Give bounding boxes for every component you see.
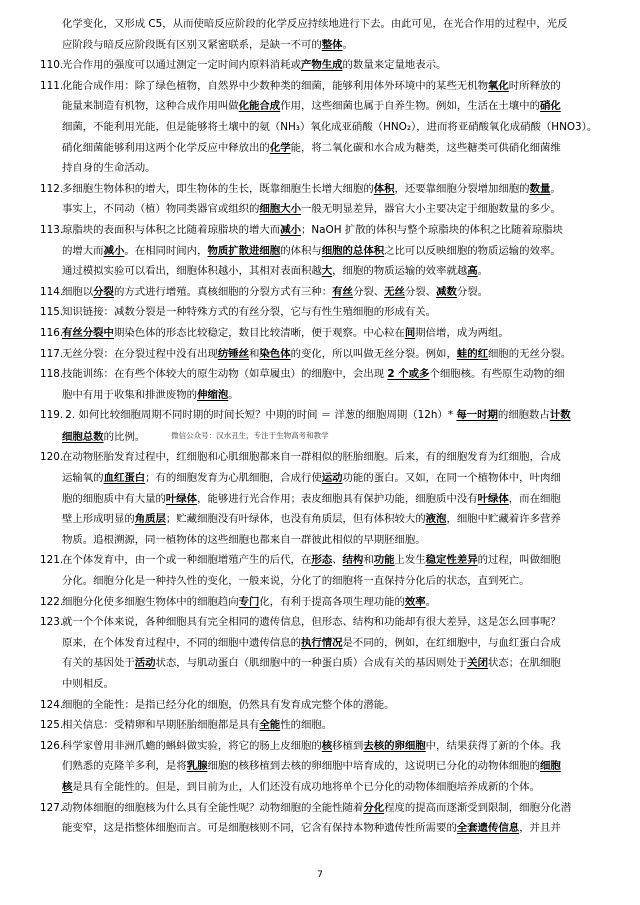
text-run: 时所释放的 bbox=[508, 79, 561, 92]
text-run: 无丝分裂：在分裂过程中没有出现 bbox=[62, 347, 218, 360]
text-run: 事实上，不同动（植）物同类器官或组织的 bbox=[62, 203, 260, 216]
text-line bbox=[40, 818, 612, 839]
note-item bbox=[40, 447, 612, 550]
text-line bbox=[40, 35, 612, 56]
key-term: 细胞总数 bbox=[62, 430, 104, 443]
text-run: 技能训练：在有些个体较大的原生动物（如草履虫）的细胞中，会出现 bbox=[62, 368, 388, 381]
text-line bbox=[40, 489, 612, 510]
text-run: 们熟悉的克隆羊多利，是将 bbox=[62, 760, 187, 773]
text-line bbox=[40, 674, 612, 695]
text-run: 胞中有用于收集和排泄废物的 bbox=[62, 388, 198, 401]
text-run: 能量来制造有机物，这种合成作用叫做 bbox=[62, 100, 239, 113]
text-run: 动物体细胞的细胞核为什么具有全能性呢？动物细胞的全能性随着 bbox=[62, 801, 364, 814]
text-run: 分化。细胞分化是一种持久性的变化，一般来说，分化了的细胞将一直保持分化后的状态，直到死亡。 bbox=[62, 575, 530, 588]
text-run: ，细胞中贮藏着许多营养 bbox=[446, 513, 561, 526]
text-run: 细菌，不能利用光能，但是能够将土壤中的氨（NH₃）氧化成亚硝酸（HNO₂），进而将亚硝酸氧化成硝酸（HNO3）。 bbox=[62, 120, 598, 133]
key-term: 减小 bbox=[280, 223, 301, 236]
text-run: 在动物胚胎发育过程中，红细胞和心肌细胞都来自一群相似的胚胎细胞。后来，有的细胞发育为红细胞，合成 bbox=[62, 451, 561, 464]
text-run: 移植到 bbox=[332, 739, 364, 752]
text-run: 科学家曾用非洲爪蟾的蝌蚪做实验，将它的肠上皮细胞的 bbox=[62, 739, 322, 752]
text-run: ，能够进行光合作用；表皮细胞具有保护功能，细胞质中没有 bbox=[197, 492, 478, 505]
text-run: 功能的蛋白。又如，在同一个植物体中，叶肉细 bbox=[342, 472, 561, 485]
key-term: 减小 bbox=[103, 244, 125, 257]
text-run: 分裂。 bbox=[456, 285, 489, 298]
key-term: 染色体 bbox=[259, 347, 291, 360]
key-term: 产物生成 bbox=[300, 59, 343, 72]
key-term: 结构 bbox=[342, 554, 364, 567]
note-item bbox=[40, 695, 612, 716]
text-run: 光合作用的强度可以通过测定一定时间内原料消耗或 bbox=[62, 59, 301, 72]
key-term: 有丝 bbox=[332, 285, 353, 298]
text-line bbox=[40, 385, 612, 406]
text-run: 化，有利于提高各项生理功能的 bbox=[259, 595, 405, 608]
text-run: 2. 如何比较细胞周期不同时期的时间长短？中期的时间 ＝ 洋葱的细胞周期（12h）* bbox=[62, 409, 457, 422]
text-line bbox=[40, 220, 612, 241]
text-line bbox=[40, 405, 612, 426]
text-run: 的细胞数占 bbox=[497, 409, 550, 422]
key-term: 无丝 bbox=[384, 285, 405, 298]
key-term: 核 bbox=[321, 739, 333, 752]
note-item bbox=[40, 798, 612, 839]
item-number: 111. bbox=[40, 79, 64, 92]
item-number: 119. bbox=[40, 409, 64, 422]
text-line bbox=[40, 282, 612, 303]
text-run: 通过模拟实验可以看出，细胞体积越小，其相对表面积越 bbox=[62, 265, 322, 278]
text-run: 作用，这些细菌也属于自养生物。例如，生活在土壤中的 bbox=[280, 100, 540, 113]
text-run: 物质。追根溯源，同一植物体的这些细胞也都来自一群彼此相似的早期胚细胞。 bbox=[62, 533, 426, 546]
note-item bbox=[40, 405, 612, 447]
key-term: 减数 bbox=[436, 285, 457, 298]
text-run: 。 bbox=[342, 38, 353, 51]
item-number: 123. bbox=[40, 616, 64, 629]
item-number: 113. bbox=[40, 223, 64, 236]
item-number: 112. bbox=[40, 182, 64, 195]
item-number: 125. bbox=[40, 719, 64, 732]
text-run: 能变窄，这是指整体细胞而言。可是细胞核则不同，它含有保持本物种遗传性所需要的 bbox=[62, 822, 457, 835]
text-run: 就一个个体来说，各种细胞具有完全相同的遗传信息，但形态、结构和功能却有很大差异，这是怎么回事呢？ bbox=[62, 616, 561, 629]
item-number: 114. bbox=[40, 285, 64, 298]
key-term: 去核的卵细胞 bbox=[363, 739, 426, 752]
key-term: 细胞的总体积 bbox=[321, 244, 385, 257]
text-run: 细胞的全能性：是指已经分化的细胞，仍然具有发育成完整个体的潜能。 bbox=[62, 698, 395, 711]
text-run: 上发生 bbox=[394, 554, 426, 567]
key-term: 形态 bbox=[311, 554, 333, 567]
text-line bbox=[40, 798, 612, 819]
notes-text-block bbox=[40, 14, 612, 839]
text-line bbox=[40, 571, 612, 592]
text-run: 的变化，所以叫做无丝分裂。例如， bbox=[290, 347, 457, 360]
item-number: 126. bbox=[40, 739, 64, 752]
text-run: 期染色体的形态比较稳定，数目比较清晰，便于观察。中心粒在 bbox=[113, 326, 405, 339]
text-run: 性的细胞。 bbox=[280, 719, 333, 732]
key-term: 物质扩散进细胞 bbox=[207, 244, 281, 257]
text-run: 一般无明显差异，器官大小主要决定于细胞数量的多少。 bbox=[300, 203, 561, 216]
text-run: 胞的细胞质中有大量的 bbox=[62, 492, 166, 505]
note-item bbox=[40, 364, 612, 405]
key-term: 高 bbox=[467, 265, 478, 278]
text-line bbox=[40, 14, 612, 35]
key-term: 角质层 bbox=[134, 513, 166, 526]
key-term: 体积 bbox=[373, 182, 395, 195]
text-run: ，细胞的物质运输的效率就越 bbox=[332, 265, 468, 278]
wechat-note: 微信公众号：汉水丑生，专注于生物高考和教学 bbox=[171, 430, 329, 440]
key-term: 每一时期 bbox=[456, 409, 498, 422]
page-number: 7 bbox=[317, 870, 323, 880]
key-term: 间 bbox=[404, 326, 416, 339]
text-line bbox=[40, 199, 612, 220]
key-term: 血红蛋白 bbox=[103, 472, 146, 485]
text-line bbox=[40, 261, 612, 282]
text-run: 运输氧的 bbox=[62, 472, 104, 485]
text-line bbox=[40, 715, 612, 736]
note-item bbox=[40, 302, 612, 323]
text-run: 和 bbox=[249, 347, 260, 360]
item-number: 110. bbox=[40, 59, 64, 72]
item-number: 127. bbox=[40, 801, 64, 814]
text-line bbox=[40, 612, 612, 633]
key-term: 执行情况 bbox=[300, 636, 343, 649]
text-run: 。 bbox=[477, 265, 489, 278]
text-line bbox=[40, 550, 612, 571]
text-run: 细胞的无丝分裂。 bbox=[488, 347, 572, 360]
key-term: 硝化 bbox=[539, 100, 561, 113]
note-item bbox=[40, 14, 612, 55]
key-term: 稳定性差异 bbox=[425, 554, 478, 567]
key-term: 2 个或多 bbox=[387, 368, 430, 381]
text-run: 状态，与肌动蛋白（肌细胞中的一种蛋白质）合成有关的基因则处于 bbox=[155, 657, 468, 670]
text-run: 。 bbox=[228, 388, 239, 401]
key-term: 蛙的红 bbox=[456, 347, 489, 360]
text-run: 程度的提高而逐渐受到限制，细胞分化潜 bbox=[384, 801, 572, 814]
text-run: 期倍增，成为两组。 bbox=[415, 326, 509, 339]
text-line bbox=[40, 158, 612, 179]
text-line bbox=[40, 323, 612, 344]
text-line bbox=[40, 364, 612, 385]
text-line bbox=[40, 777, 612, 798]
text-run: 化能合成作用：除了绿色植物，自然界中少数种类的细菌，能够利用体外环境中的某些无机物 bbox=[62, 79, 489, 92]
text-line bbox=[40, 530, 612, 551]
item-number: 122. bbox=[40, 595, 64, 608]
key-term: 液泡 bbox=[425, 513, 447, 526]
item-number: 115. bbox=[40, 306, 64, 319]
text-run: 和 bbox=[363, 554, 374, 567]
text-line bbox=[40, 138, 612, 159]
text-line bbox=[40, 76, 612, 97]
text-line bbox=[40, 96, 612, 117]
key-term: 效率 bbox=[404, 595, 426, 608]
key-term: 功能 bbox=[373, 554, 395, 567]
text-run: 。 bbox=[550, 182, 561, 195]
text-line bbox=[40, 592, 612, 613]
key-term: 有丝分裂中 bbox=[62, 326, 114, 339]
text-line bbox=[40, 695, 612, 716]
text-run: 分裂、 bbox=[352, 285, 385, 298]
text-line bbox=[40, 302, 612, 323]
text-run: 是不同的，例如，在红细胞中，与血红蛋白合成 bbox=[342, 636, 561, 649]
text-line bbox=[40, 736, 612, 757]
key-term: 氧化 bbox=[488, 79, 509, 92]
text-run: 的体积与 bbox=[280, 244, 322, 257]
text-run: 细胞的核移植到去核的卵细胞中培育成的，这说明已分化的动物体细胞的 bbox=[207, 760, 540, 773]
text-run: 多细胞生物体积的增大，即生物体的生长，既靠细胞生长增大细胞的 bbox=[62, 182, 374, 195]
key-term: 分化 bbox=[363, 801, 385, 814]
text-run: 细胞以 bbox=[62, 285, 94, 298]
text-line bbox=[40, 179, 612, 200]
note-item bbox=[40, 592, 612, 613]
text-run: ；NaOH 扩散的体积与整个琼脂块的体积之比随着琼脂块 bbox=[300, 223, 564, 236]
key-term: 数量 bbox=[529, 182, 551, 195]
text-run: 。 bbox=[425, 595, 437, 608]
text-run: 能，将二氧化碳和水合成为糖类，这些糖类可供硝化细菌维 bbox=[290, 141, 561, 154]
note-item bbox=[40, 715, 612, 736]
text-run: 的过程，叫做细胞 bbox=[477, 554, 561, 567]
text-run: 持自身的生命活动。 bbox=[62, 162, 156, 175]
text-line bbox=[40, 756, 612, 777]
text-line bbox=[40, 653, 612, 674]
text-run: 的数量来定量地表示。 bbox=[342, 59, 447, 72]
text-run: 壁上形成明显的 bbox=[62, 513, 135, 526]
text-run: 细胞分化使多细胞生物体中的细胞趋向 bbox=[62, 595, 239, 608]
text-run: ，而在细胞 bbox=[508, 492, 561, 505]
text-run: 状态；在肌细胞 bbox=[488, 657, 561, 670]
key-term: 计数 bbox=[549, 409, 571, 422]
key-term: 核 bbox=[62, 780, 73, 793]
key-term: 活动 bbox=[134, 657, 156, 670]
key-term: 全能 bbox=[259, 719, 281, 732]
text-run: ；贮藏细胞没有叶绿体，也没有角质层，但有体积较大的 bbox=[165, 513, 426, 526]
text-run: 。在相同时间内， bbox=[124, 244, 208, 257]
text-run: 原来，在个体发育过程中，不同的细胞中遗传信息的 bbox=[62, 636, 301, 649]
key-term: 乳腺 bbox=[186, 760, 208, 773]
text-run: ，还要靠细胞分裂增加细胞的 bbox=[394, 182, 530, 195]
text-line bbox=[40, 344, 612, 365]
text-line bbox=[40, 509, 612, 530]
item-number: 118. bbox=[40, 368, 64, 381]
note-item bbox=[40, 76, 612, 179]
note-item bbox=[40, 550, 612, 591]
item-number: 117. bbox=[40, 347, 64, 360]
text-line bbox=[40, 426, 612, 448]
text-run: 中则相反。 bbox=[62, 678, 114, 690]
key-term: 叶绿体 bbox=[477, 492, 509, 505]
text-run: ，并且并 bbox=[519, 822, 561, 835]
note-item bbox=[40, 179, 612, 220]
note-item bbox=[40, 736, 612, 798]
text-line bbox=[40, 117, 612, 138]
text-run: 相关信息：受精卵和早期胚胎细胞都是具有 bbox=[62, 719, 260, 732]
item-number: 120. bbox=[40, 451, 64, 464]
note-item bbox=[40, 55, 612, 76]
key-term: 分裂 bbox=[93, 285, 114, 298]
text-run: 化学变化，又形成 C5，从而使暗反应阶段的化学反应持续地进行下去。由此可见，在光合作用的过程中，光反 bbox=[62, 18, 568, 30]
text-run: ；有的细胞发育为心肌细胞，合成行使 bbox=[145, 472, 322, 485]
key-term: 叶绿体 bbox=[165, 492, 198, 505]
text-line bbox=[40, 468, 612, 489]
text-run: 之比可以反映细胞的物质运输的效率。 bbox=[384, 244, 561, 257]
text-run: 、 bbox=[332, 554, 343, 567]
key-term: 关闭 bbox=[467, 657, 489, 670]
key-term: 整体 bbox=[321, 38, 343, 51]
text-line bbox=[40, 633, 612, 654]
text-run: 中，结果获得了新的个体。我 bbox=[425, 739, 561, 752]
key-term: 伸缩泡 bbox=[197, 388, 229, 401]
key-term: 化能合成 bbox=[238, 100, 281, 113]
note-item bbox=[40, 612, 612, 694]
note-item bbox=[40, 220, 612, 282]
key-term: 细胞 bbox=[539, 760, 561, 773]
text-run: 琼脂块的表面积与体积之比随着琼脂块的增大而 bbox=[62, 223, 281, 236]
text-run: 分裂、 bbox=[404, 285, 437, 298]
key-term: 化学 bbox=[269, 141, 291, 154]
note-item bbox=[40, 344, 612, 365]
key-term: 运动 bbox=[321, 472, 343, 485]
key-term: 专门 bbox=[238, 595, 260, 608]
note-item bbox=[40, 323, 612, 344]
key-term: 细胞大小 bbox=[259, 203, 301, 216]
text-run: 有关的基因处于 bbox=[62, 657, 135, 670]
text-line bbox=[40, 447, 612, 468]
item-number: 124. bbox=[40, 698, 64, 711]
key-term: 大 bbox=[321, 265, 333, 278]
text-run: 的比例。 bbox=[103, 430, 146, 443]
text-line bbox=[40, 241, 612, 262]
text-run: 在个体发育中，由一个或一种细胞增殖产生的后代，在 bbox=[62, 554, 312, 567]
text-run: 知识链接：减数分裂是一种特殊方式的有丝分裂，它与有性生殖细胞的形成有关。 bbox=[62, 306, 437, 319]
text-run: 是具有全能性的。但是，到目前为止，人们还没有成功地将单个已分化的动物体细胞培养成新的个体。 bbox=[72, 780, 540, 793]
key-term: 全套遗传信息 bbox=[456, 822, 520, 835]
text-run: 个细胞核。有些原生动物的细 bbox=[429, 368, 565, 381]
text-run: 的增大而 bbox=[62, 244, 104, 257]
text-run: 硝化细菌能够利用这两个化学反应中释放出的 bbox=[62, 141, 270, 154]
item-number: 121. bbox=[40, 554, 64, 567]
note-item bbox=[40, 282, 612, 303]
item-number: 116. bbox=[40, 326, 64, 339]
text-line bbox=[40, 55, 612, 76]
text-run: 应阶段与暗反应阶段既有区别又紧密联系，是缺一不可的 bbox=[62, 38, 322, 51]
key-term: 纺锤丝 bbox=[217, 347, 250, 360]
text-run: 的方式进行增殖。真核细胞的分裂方式有三种： bbox=[113, 285, 333, 298]
